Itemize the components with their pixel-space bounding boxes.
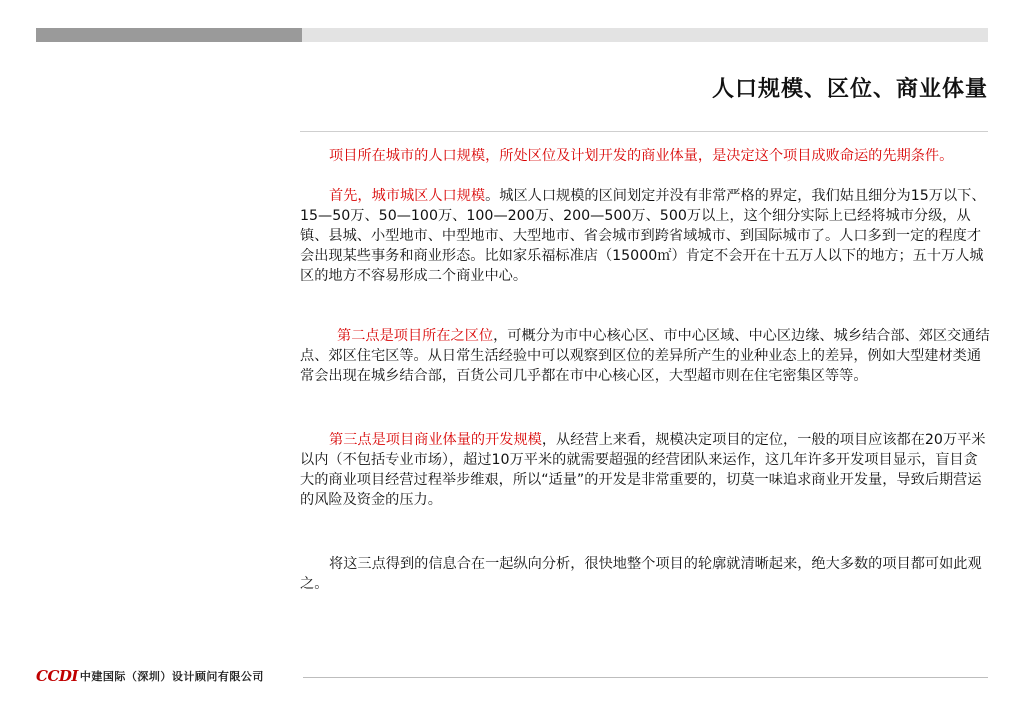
location-heading: 第二点是项目所在之区位: [337, 328, 494, 344]
scale-text: ，从经营上来看，规模决定项目的定位，一般的项目应该都在20万平米以内（不包括专业市场），超过10万平米的就需要超强的经营团队来运作，这几年许多开发项目显示，盲目贪大的商业项目经营过程举步维艰，所以“适量”的开发是非常重要的，切莫一味追求商业开发量，导致后期营运的风险及资金的压力。: [300, 432, 986, 508]
paragraph-location: [300, 326, 990, 386]
paragraph-conclusion: [300, 554, 990, 594]
company-name: 中建国际（深圳）设计顾问有限公司: [79, 670, 264, 683]
location-text: ，可概分为市中心核心区、市中心区域、中心区边缘、城乡结合部、郊区交通结点、郊区住宅区等。从日常生活经验中可以观察到区位的差异所产生的业种业态上的差异，例如大型建材类通常会出现在城乡结合部，百货公司几乎都在市中心核心区，大型超市则在住宅密集区等等。: [300, 328, 990, 384]
page-title: 人口规模、区位、商业体量: [711, 77, 988, 102]
body-text: [300, 146, 990, 594]
footer-divider: [303, 677, 988, 678]
footer: [36, 666, 264, 686]
population-text: 。城区人口规模的区间划定并没有非常严格的界定，我们姑且细分为15万以下、15—50万、50—100万、100—200万、200—500万、500万以上，这个细分实际上已经将城市分级，从镇、县城、小型地市、中型地市、大型地市、省会城市到跨省域城市、到国际城市了。人口多到一定的程度才会出现某些事务和商业形态。比如家乐福标准店（15000㎡）肯定不会开在十五万人以下的地方；五十万人城区的地方不容易形成二个商业中心。: [300, 188, 986, 284]
paragraph-scale: [300, 430, 990, 510]
header-bar-accent: [36, 28, 302, 42]
header-bar: [36, 28, 988, 42]
scale-heading: 第三点是项目商业体量的开发规模: [329, 432, 542, 448]
title-divider: [300, 131, 988, 132]
conclusion-text: 将这三点得到的信息合在一起纵向分析，很快地整个项目的轮廓就清晰起来，绝大多数的项目都可如此观之。: [300, 556, 982, 592]
intro-paragraph: [300, 146, 990, 166]
paragraph-population: [300, 186, 990, 286]
company-logo: CCDI: [36, 667, 78, 685]
intro-text: 项目所在城市的人口规模，所处区位及计划开发的商业体量，是决定这个项目成败命运的先期条件。: [329, 148, 954, 164]
population-heading: 首先，城市城区人口规模: [329, 188, 486, 204]
